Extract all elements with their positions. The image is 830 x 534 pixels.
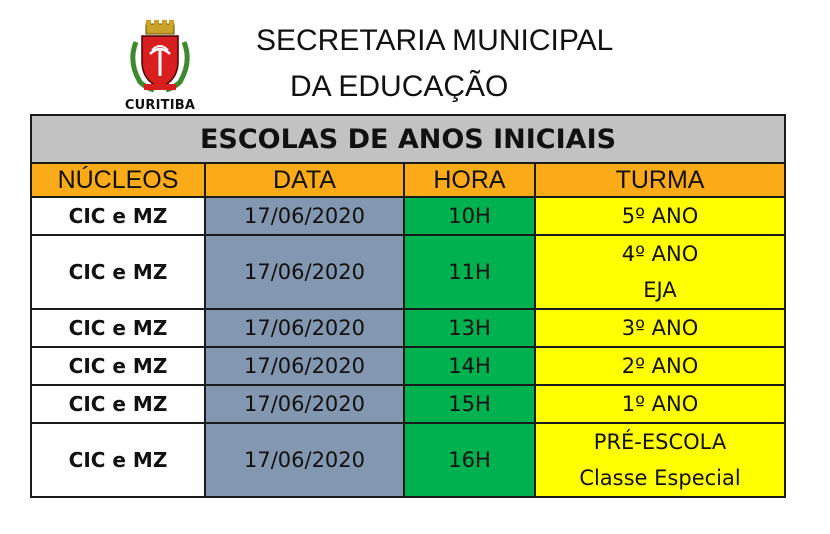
table-row <box>31 347 785 385</box>
cell-hora: 10H <box>404 197 535 235</box>
table-row <box>31 309 785 347</box>
column-header-nucleos: NÚCLEOS <box>31 163 205 197</box>
coat-of-arms-icon <box>126 18 194 98</box>
turma-line: 4º ANO <box>621 242 699 266</box>
cell-hora: 16H <box>404 423 535 497</box>
schedule-table <box>30 114 786 498</box>
cell-data: 17/06/2020 <box>205 385 404 423</box>
cell-nucleos: CIC e MZ <box>31 309 205 347</box>
column-header-data: DATA <box>205 163 404 197</box>
turma-line: 3º ANO <box>621 316 699 340</box>
banner-row <box>31 115 785 163</box>
turma-line: EJA <box>643 278 677 302</box>
cell-nucleos: CIC e MZ <box>31 423 205 497</box>
turma-line: PRÉ-ESCOLA <box>593 430 727 454</box>
column-header-turma: TURMA <box>535 163 785 197</box>
cell-data: 17/06/2020 <box>205 197 404 235</box>
table-row <box>31 235 785 309</box>
cell-turma <box>535 423 785 497</box>
cell-hora: 11H <box>404 235 535 309</box>
cell-hora: 15H <box>404 385 535 423</box>
turma-line: 1º ANO <box>621 392 699 416</box>
table-row <box>31 197 785 235</box>
cell-hora: 14H <box>404 347 535 385</box>
table-row <box>31 385 785 423</box>
cell-nucleos: CIC e MZ <box>31 347 205 385</box>
cell-turma <box>535 197 785 235</box>
cell-turma <box>535 309 785 347</box>
table-row <box>31 423 785 497</box>
cell-turma <box>535 347 785 385</box>
column-header-row <box>31 163 785 197</box>
cell-data: 17/06/2020 <box>205 423 404 497</box>
cell-turma <box>535 235 785 309</box>
turma-line: 2º ANO <box>621 354 699 378</box>
cell-data: 17/06/2020 <box>205 347 404 385</box>
logo-caption: CURITIBA <box>124 98 196 113</box>
cell-turma <box>535 385 785 423</box>
cell-data: 17/06/2020 <box>205 309 404 347</box>
title-line-1: SECRETARIA MUNICIPAL <box>256 24 614 57</box>
cell-nucleos: CIC e MZ <box>31 385 205 423</box>
title-line-2: DA EDUCAÇÃO <box>290 70 509 103</box>
turma-line: Classe Especial <box>579 466 741 490</box>
column-header-hora: HORA <box>404 163 535 197</box>
cell-nucleos: CIC e MZ <box>31 235 205 309</box>
table-banner: ESCOLAS DE ANOS INICIAIS <box>31 115 785 163</box>
curitiba-coat-of-arms <box>118 18 202 116</box>
cell-nucleos: CIC e MZ <box>31 197 205 235</box>
turma-line: 5º ANO <box>621 204 699 228</box>
cell-hora: 13H <box>404 309 535 347</box>
cell-data: 17/06/2020 <box>205 235 404 309</box>
